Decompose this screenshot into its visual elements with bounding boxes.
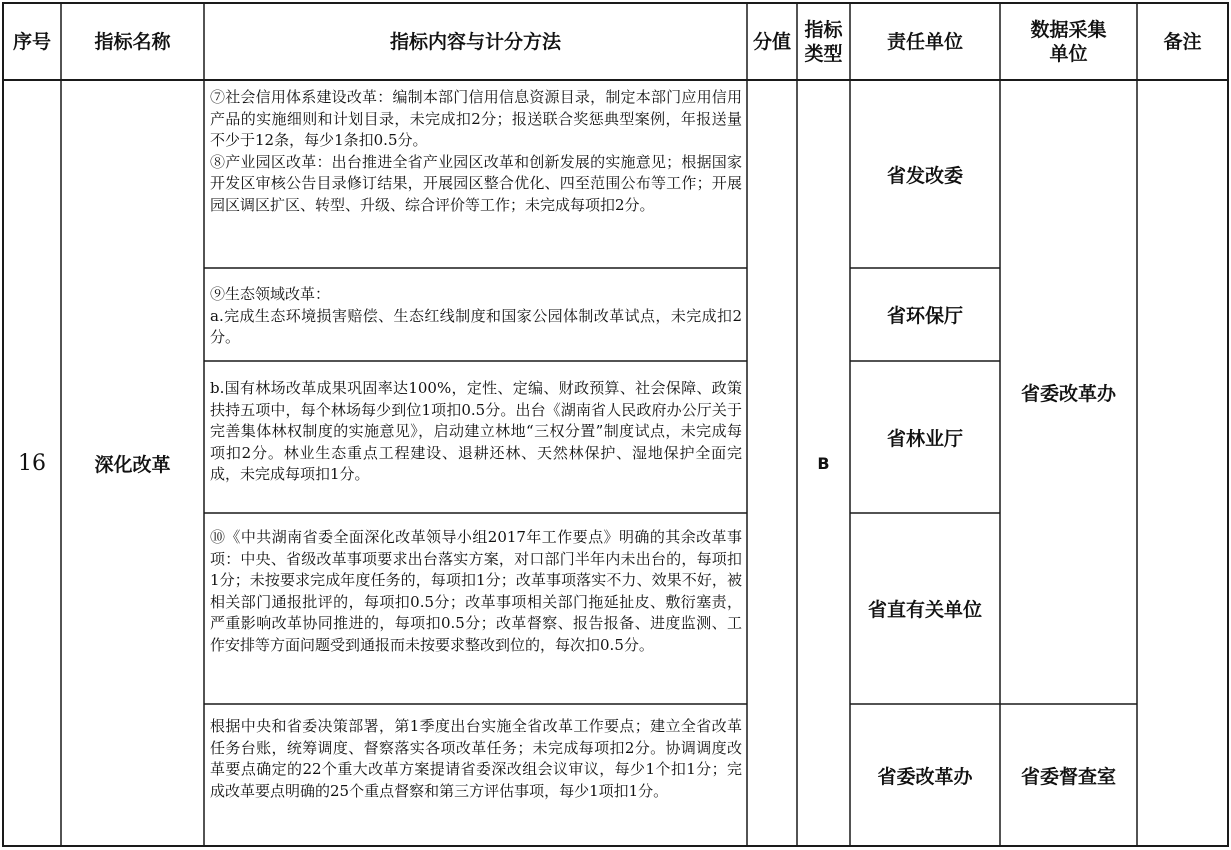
content-block-ecology-b: b.国有林场改革成果巩固率达100%，定性、定编、财政预算、社会保障、政策扶持五项中，每个林场每少到位1项扣0.5分。出台《湖南省人民政府办公厅关于完善集体林权制度的实施意见》，启动建立林地“三权分置”制度试点，未完成每项扣2分。林业生态重点工程建设、退耕还林、天然林保护、湿地保护全面完成，未完成每项扣1分。 [210,379,742,483]
content-block-reform-tasks: 根据中央和省委决策部署，第1季度出台实施全省改革工作要点；建立全省改革任务台账，统筹调度、督察落实各项改革任务；未完成每项扣2分。协调调度改革要点确定的22个重大改革方案提请省委深改组会议审议，每少1个扣1分；完成改革要点明确的25个重点督察和第三方评估事项，每少1项扣1分。 [210,717,742,800]
header-indicator-name: 指标名称 [94,30,171,53]
content-block-ecology-a: ⑨生态领域改革： a.完成生态环境损害赔偿、生态红线制度和国家公园体制改革试点，未完成扣2分。 [210,285,742,346]
responsible-unit-reform-office: 省委改革办 [877,765,973,788]
header-content: 指标内容与计分方法 [389,30,561,53]
data-collection-unit-inspection-office: 省委督查室 [1020,765,1116,788]
header-data-collection-unit: 数据采集 单位 [1030,18,1107,65]
responsible-unit-forestry: 省林业厅 [886,427,963,450]
row-indicator-type: B [817,453,830,473]
row-remark [1137,80,1228,846]
row-score [747,80,797,846]
header-score: 分值 [752,30,791,53]
responsible-unit-environment: 省环保厅 [886,305,963,327]
header-seq: 序号 [12,30,51,53]
row-seq: 16 [18,450,46,476]
responsible-unit-development-reform: 省发改委 [886,164,963,187]
content-block-other-reforms: ⑩《中共湖南省委全面深化改革领导小组2017年工作要点》明确的其余改革事项：中央、省级改革事项要求出台落实方案，对口部门半年内未出台的，每项扣1分；未按要求完成年度任务的，每项扣1分；改革事项落实不力、效果不好，被相关部门通报批评的，每项扣0.5分；改革事项相关部门拖延扯皮、敷衍塞责，严重影响改革协同推进的，每项扣0.5分；改革督察、报告报备、进度监测、工作安排等方面问题受到通报而未按要求整改到位的，每次扣0.5分。 [210,528,742,654]
content-block-credit-and-parks: ⑦社会信用体系建设改革：编制本部门信用信息资源目录，制定本部门应用信用产品的实施细则和计划目录，未完成扣2分；报送联合奖惩典型案例，年报送量不少于12条，每少1条扣0.5分。 ⑧产业园区改革：出台推进全省产业园区改革和创新发展的实施意见；根据国家开发区审核公告目录修订结果，开展园区整合优化、四至范围公布等工作；开展园区调区扩区、转型、升级、综合评价等工作；未完成每项扣2分。 [210,88,742,214]
header-responsible-unit: 责任单位 [886,30,963,53]
row-indicator-name: 深化改革 [94,453,171,476]
header-type: 指标 类型 [804,18,843,65]
data-collection-unit-reform-office: 省委改革办 [1020,382,1116,405]
responsible-unit-provincial-units: 省直有关单位 [867,599,982,621]
header-remark: 备注 [1163,30,1202,53]
